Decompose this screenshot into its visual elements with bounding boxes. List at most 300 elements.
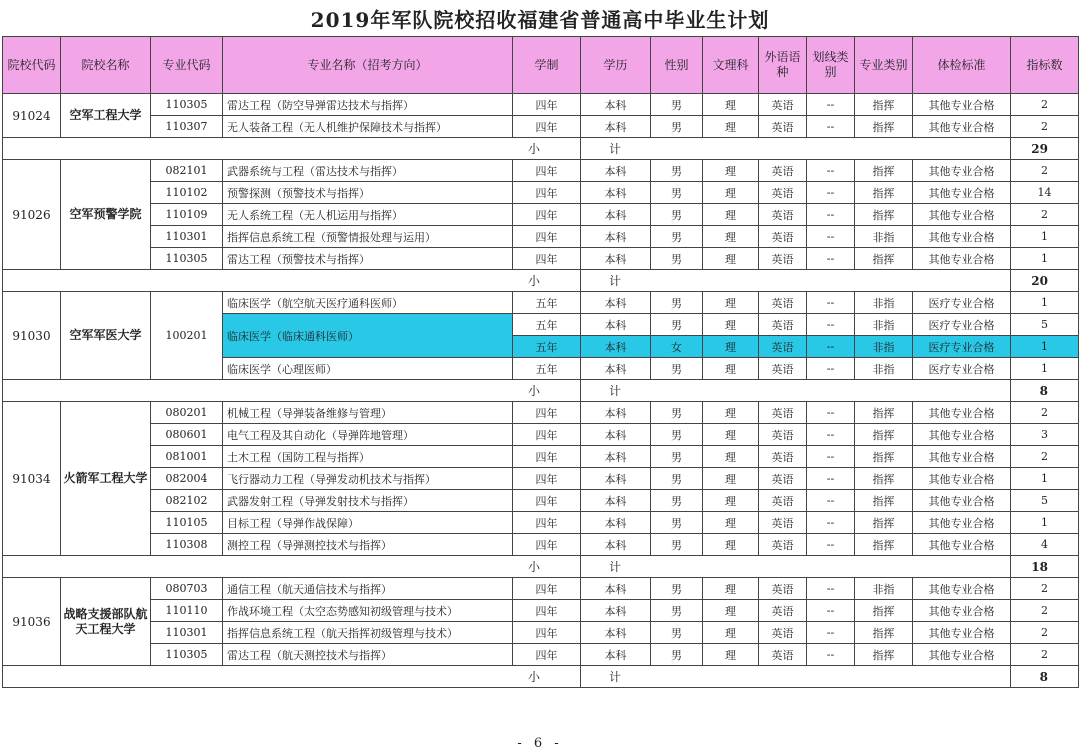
physical-standard: 医疗专业合格 [913,358,1011,380]
header-degree: 学历 [581,37,651,94]
gender: 男 [651,424,703,446]
major-type: 指挥 [855,160,913,182]
physical-standard: 其他专业合格 [913,424,1011,446]
table-row [3,160,1079,182]
major-name: 土木工程（国防工程与指挥） [223,446,513,468]
school-code: 91036 [3,578,61,666]
gender: 男 [651,160,703,182]
degree: 本科 [581,358,651,380]
line-type: -- [807,248,855,270]
gender: 男 [651,512,703,534]
quota: 2 [1011,94,1079,116]
major-code: 110305 [151,248,223,270]
table-row [3,402,1079,424]
language: 英语 [759,534,807,556]
line-type: -- [807,534,855,556]
table-row [3,446,1079,468]
line-type: -- [807,424,855,446]
physical-standard: 医疗专业合格 [913,314,1011,336]
major-code: 110301 [151,226,223,248]
page-number: - 6 - [517,736,563,751]
degree: 本科 [581,512,651,534]
degree: 本科 [581,226,651,248]
line-type: -- [807,622,855,644]
major-name: 通信工程（航天通信技术与指挥） [223,578,513,600]
duration: 四年 [513,160,581,182]
degree: 本科 [581,402,651,424]
degree: 本科 [581,424,651,446]
subtotal-value: 29 [1011,138,1079,160]
major-code: 082102 [151,490,223,512]
major-name: 无人装备工程（无人机维护保障技术与指挥） [223,116,513,138]
major-name: 雷达工程（航天测控技术与指挥） [223,644,513,666]
subtotal-label-a: 小 [3,380,581,402]
physical-standard: 其他专业合格 [913,248,1011,270]
subtotal-row [3,556,1079,578]
header-line-type: 划线类别 [807,37,855,94]
table-row [3,424,1079,446]
track: 理 [703,336,759,358]
track: 理 [703,534,759,556]
language: 英语 [759,424,807,446]
language: 英语 [759,446,807,468]
gender: 男 [651,468,703,490]
major-code: 082004 [151,468,223,490]
degree: 本科 [581,578,651,600]
major-code: 080201 [151,402,223,424]
physical-standard: 其他专业合格 [913,446,1011,468]
track: 理 [703,644,759,666]
major-code: 110305 [151,644,223,666]
track: 理 [703,358,759,380]
duration: 四年 [513,402,581,424]
quota: 1 [1011,248,1079,270]
major-type: 指挥 [855,490,913,512]
gender: 女 [651,336,703,358]
line-type: -- [807,644,855,666]
major-name: 指挥信息系统工程（航天指挥初级管理与技术） [223,622,513,644]
track: 理 [703,314,759,336]
degree: 本科 [581,468,651,490]
degree: 本科 [581,204,651,226]
quota: 2 [1011,446,1079,468]
major-code: 110301 [151,622,223,644]
major-type: 指挥 [855,600,913,622]
physical-standard: 其他专业合格 [913,182,1011,204]
line-type: -- [807,336,855,358]
header-quota: 指标数 [1011,37,1079,94]
major-name: 测控工程（导弹测控技术与指挥） [223,534,513,556]
physical-standard: 医疗专业合格 [913,292,1011,314]
quota: 2 [1011,402,1079,424]
table-row [3,248,1079,270]
quota: 2 [1011,116,1079,138]
language: 英语 [759,94,807,116]
physical-standard: 其他专业合格 [913,622,1011,644]
gender: 男 [651,622,703,644]
header-language: 外语语种 [759,37,807,94]
language: 英语 [759,622,807,644]
major-type: 指挥 [855,94,913,116]
quota: 5 [1011,490,1079,512]
major-code: 100201 [151,292,223,380]
line-type: -- [807,314,855,336]
line-type: -- [807,512,855,534]
major-type: 指挥 [855,424,913,446]
track: 理 [703,622,759,644]
line-type: -- [807,490,855,512]
gender: 男 [651,226,703,248]
degree: 本科 [581,490,651,512]
degree: 本科 [581,446,651,468]
gender: 男 [651,182,703,204]
header-major-code: 专业代码 [151,37,223,94]
major-name: 目标工程（导弹作战保障） [223,512,513,534]
major-type: 指挥 [855,446,913,468]
header-physical: 体检标准 [913,37,1011,94]
duration: 四年 [513,116,581,138]
quota: 1 [1011,512,1079,534]
language: 英语 [759,336,807,358]
gender: 男 [651,446,703,468]
line-type: -- [807,292,855,314]
major-code: 081001 [151,446,223,468]
track: 理 [703,402,759,424]
language: 英语 [759,314,807,336]
language: 英语 [759,204,807,226]
physical-standard: 其他专业合格 [913,402,1011,424]
major-type: 指挥 [855,468,913,490]
gender: 男 [651,358,703,380]
table-row [3,490,1079,512]
physical-standard: 其他专业合格 [913,204,1011,226]
major-name: 雷达工程（预警技术与指挥） [223,248,513,270]
track: 理 [703,468,759,490]
quota: 2 [1011,204,1079,226]
header-school-code: 院校代码 [3,37,61,94]
language: 英语 [759,358,807,380]
major-type: 非指 [855,226,913,248]
duration: 五年 [513,292,581,314]
gender: 男 [651,292,703,314]
duration: 四年 [513,490,581,512]
gender: 男 [651,490,703,512]
school-code: 91034 [3,402,61,556]
major-name: 临床医学（心理医师） [223,358,513,380]
duration: 四年 [513,248,581,270]
major-code: 110102 [151,182,223,204]
subtotal-label-b: 计 [581,380,1011,402]
subtotal-label-b: 计 [581,270,1011,292]
track: 理 [703,512,759,534]
major-type: 非指 [855,336,913,358]
major-type: 指挥 [855,116,913,138]
degree: 本科 [581,622,651,644]
track: 理 [703,600,759,622]
gender: 男 [651,204,703,226]
physical-standard: 其他专业合格 [913,600,1011,622]
line-type: -- [807,204,855,226]
language: 英语 [759,292,807,314]
duration: 四年 [513,512,581,534]
track: 理 [703,94,759,116]
major-code: 110110 [151,600,223,622]
major-type: 非指 [855,292,913,314]
major-name: 作战环境工程（太空态势感知初级管理与技术） [223,600,513,622]
table-header-row [3,37,1079,94]
table-row [3,94,1079,116]
major-type: 指挥 [855,402,913,424]
duration: 五年 [513,336,581,358]
subtotal-value: 20 [1011,270,1079,292]
track: 理 [703,116,759,138]
degree: 本科 [581,644,651,666]
duration: 四年 [513,534,581,556]
table-row [3,644,1079,666]
duration: 四年 [513,182,581,204]
header-school-name: 院校名称 [61,37,151,94]
line-type: -- [807,402,855,424]
major-code: 080703 [151,578,223,600]
physical-standard: 医疗专业合格 [913,336,1011,358]
language: 英语 [759,160,807,182]
quota: 1 [1011,358,1079,380]
quota: 1 [1011,292,1079,314]
gender: 男 [651,314,703,336]
line-type: -- [807,160,855,182]
table-row [3,116,1079,138]
degree: 本科 [581,336,651,358]
language: 英语 [759,490,807,512]
table-row [3,622,1079,644]
degree: 本科 [581,94,651,116]
subtotal-value: 18 [1011,556,1079,578]
table-row [3,534,1079,556]
language: 英语 [759,644,807,666]
line-type: -- [807,358,855,380]
language: 英语 [759,600,807,622]
physical-standard: 其他专业合格 [913,94,1011,116]
table-row [3,204,1079,226]
duration: 四年 [513,622,581,644]
major-type: 指挥 [855,622,913,644]
degree: 本科 [581,292,651,314]
quota: 1 [1011,336,1079,358]
quota: 4 [1011,534,1079,556]
major-type: 指挥 [855,248,913,270]
table-row [3,600,1079,622]
degree: 本科 [581,600,651,622]
line-type: -- [807,116,855,138]
school-name: 空军预警学院 [61,160,151,270]
subtotal-label-b: 计 [581,556,1011,578]
line-type: -- [807,226,855,248]
subtotal-label-a: 小 [3,556,581,578]
degree: 本科 [581,314,651,336]
physical-standard: 其他专业合格 [913,534,1011,556]
physical-standard: 其他专业合格 [913,578,1011,600]
table-row [3,182,1079,204]
gender: 男 [651,116,703,138]
subtotal-label-b: 计 [581,666,1011,688]
subtotal-row [3,380,1079,402]
physical-standard: 其他专业合格 [913,490,1011,512]
degree: 本科 [581,182,651,204]
duration: 四年 [513,424,581,446]
track: 理 [703,182,759,204]
degree: 本科 [581,116,651,138]
physical-standard: 其他专业合格 [913,644,1011,666]
subtotal-row [3,138,1079,160]
gender: 男 [651,578,703,600]
header-duration: 学制 [513,37,581,94]
quota: 2 [1011,578,1079,600]
gender: 男 [651,644,703,666]
school-code: 91026 [3,160,61,270]
quota: 2 [1011,644,1079,666]
quota: 2 [1011,160,1079,182]
track: 理 [703,446,759,468]
header-gender: 性别 [651,37,703,94]
physical-standard: 其他专业合格 [913,116,1011,138]
subtotal-label-a: 小 [3,270,581,292]
major-code: 082101 [151,160,223,182]
header-major-type: 专业类别 [855,37,913,94]
school-name: 空军军医大学 [61,292,151,380]
major-type: 非指 [855,358,913,380]
track: 理 [703,424,759,446]
gender: 男 [651,248,703,270]
track: 理 [703,490,759,512]
duration: 四年 [513,600,581,622]
major-name: 电气工程及其自动化（导弹阵地管理） [223,424,513,446]
table-row [3,226,1079,248]
language: 英语 [759,402,807,424]
quota: 14 [1011,182,1079,204]
major-name: 飞行器动力工程（导弹发动机技术与指挥） [223,468,513,490]
major-code: 110305 [151,94,223,116]
gender: 男 [651,600,703,622]
gender: 男 [651,534,703,556]
major-type: 非指 [855,578,913,600]
subtotal-value: 8 [1011,380,1079,402]
subtotal-row [3,270,1079,292]
major-type: 指挥 [855,512,913,534]
language: 英语 [759,468,807,490]
table-row [3,578,1079,600]
line-type: -- [807,600,855,622]
quota: 1 [1011,468,1079,490]
major-code: 110308 [151,534,223,556]
header-major-name: 专业名称（招考方向） [223,37,513,94]
major-code: 110109 [151,204,223,226]
track: 理 [703,160,759,182]
duration: 四年 [513,446,581,468]
major-type: 非指 [855,314,913,336]
enrollment-plan-table [2,36,1079,688]
quota: 2 [1011,622,1079,644]
major-name: 武器发射工程（导弹发射技术与指挥） [223,490,513,512]
duration: 五年 [513,314,581,336]
major-type: 指挥 [855,644,913,666]
language: 英语 [759,226,807,248]
line-type: -- [807,446,855,468]
major-name: 临床医学（临床通科医师） [223,314,513,358]
degree: 本科 [581,160,651,182]
degree: 本科 [581,248,651,270]
quota: 1 [1011,226,1079,248]
school-name: 火箭军工程大学 [61,402,151,556]
track: 理 [703,204,759,226]
duration: 四年 [513,644,581,666]
school-code: 91024 [3,94,61,138]
major-code: 080601 [151,424,223,446]
major-name: 临床医学（航空航天医疗通科医师） [223,292,513,314]
track: 理 [703,226,759,248]
school-name: 空军工程大学 [61,94,151,138]
language: 英语 [759,512,807,534]
major-code: 110105 [151,512,223,534]
header-track: 文理科 [703,37,759,94]
language: 英语 [759,116,807,138]
physical-standard: 其他专业合格 [913,160,1011,182]
subtotal-label-a: 小 [3,666,581,688]
language: 英语 [759,248,807,270]
line-type: -- [807,94,855,116]
line-type: -- [807,578,855,600]
table-row [3,512,1079,534]
major-type: 指挥 [855,182,913,204]
gender: 男 [651,402,703,424]
track: 理 [703,578,759,600]
school-code: 91030 [3,292,61,380]
document-title: 2019年军队院校招收福建省普通高中毕业生计划 [310,8,770,32]
major-code: 110307 [151,116,223,138]
table-row [3,292,1079,314]
major-name: 武器系统与工程（雷达技术与指挥） [223,160,513,182]
quota: 3 [1011,424,1079,446]
line-type: -- [807,182,855,204]
school-name: 战略支援部队航天工程大学 [61,578,151,666]
major-name: 机械工程（导弹装备维修与管理） [223,402,513,424]
track: 理 [703,292,759,314]
table-row [3,468,1079,490]
subtotal-label-a: 小 [3,138,581,160]
major-name: 无人系统工程（无人机运用与指挥） [223,204,513,226]
language: 英语 [759,182,807,204]
quota: 5 [1011,314,1079,336]
duration: 四年 [513,94,581,116]
subtotal-row [3,666,1079,688]
duration: 四年 [513,578,581,600]
duration: 四年 [513,226,581,248]
subtotal-label-b: 计 [581,138,1011,160]
duration: 四年 [513,468,581,490]
physical-standard: 其他专业合格 [913,226,1011,248]
duration: 四年 [513,204,581,226]
major-name: 雷达工程（防空导弹雷达技术与指挥） [223,94,513,116]
duration: 五年 [513,358,581,380]
physical-standard: 其他专业合格 [913,468,1011,490]
language: 英语 [759,578,807,600]
major-name: 预警探测（预警技术与指挥） [223,182,513,204]
major-name: 指挥信息系统工程（预警情报处理与运用） [223,226,513,248]
degree: 本科 [581,534,651,556]
major-type: 指挥 [855,204,913,226]
major-type: 指挥 [855,534,913,556]
quota: 2 [1011,600,1079,622]
line-type: -- [807,468,855,490]
